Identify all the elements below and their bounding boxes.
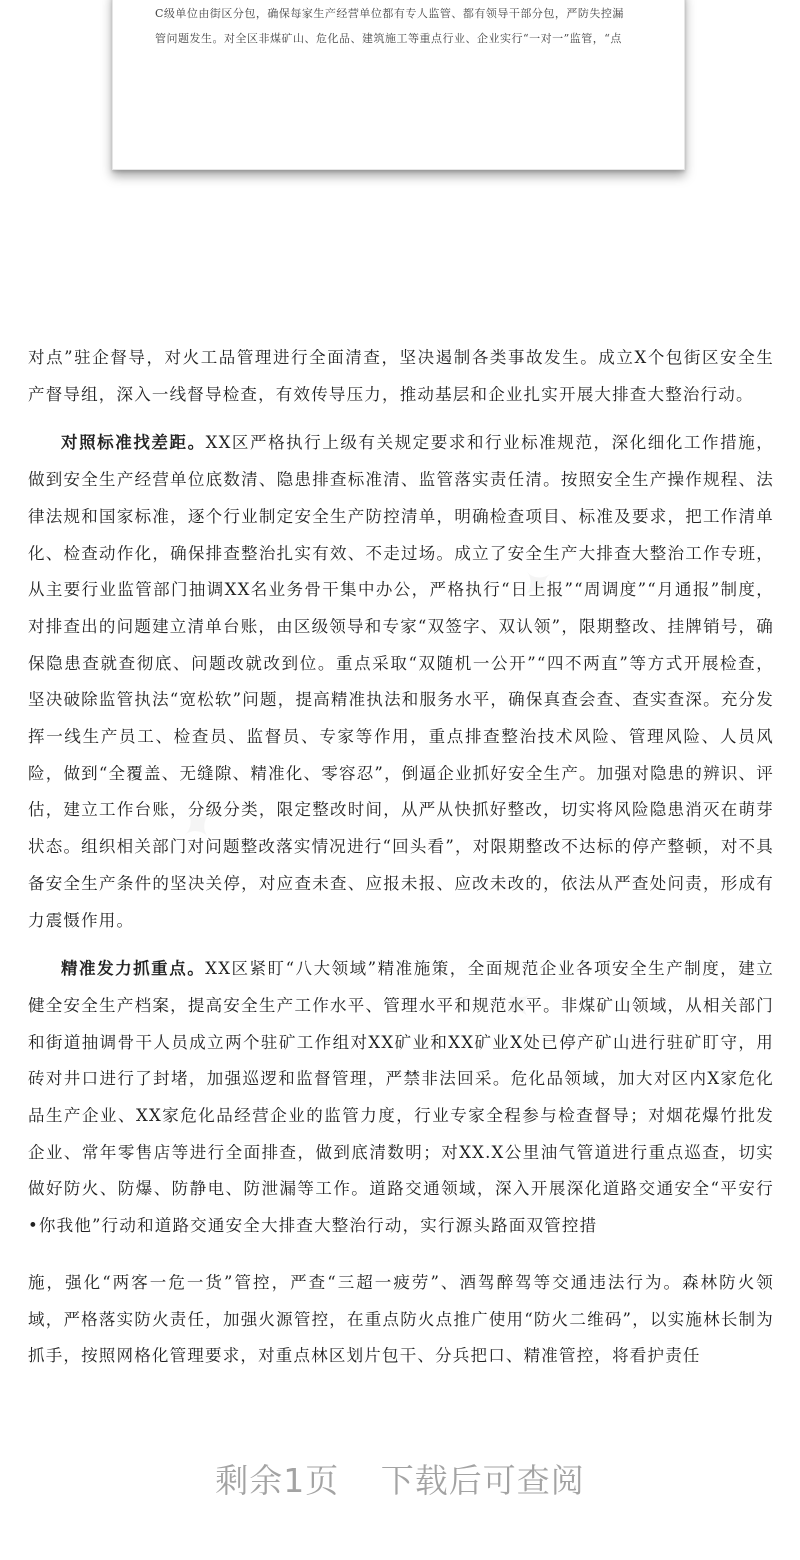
- paragraph-3: [28, 951, 774, 1245]
- remaining-pages-label[interactable]: 剩余1页: [215, 1461, 340, 1500]
- preview-line-2: 管问题发生。对全区非煤矿山、危化品、建筑施工等重点行业、企业实行“一对一”监管，“点: [155, 32, 622, 45]
- paragraph-2-heading: 对照标准找差距。: [61, 433, 206, 453]
- paragraph-3-heading: 精准发力抓重点。: [61, 959, 206, 979]
- paragraph-2: [28, 425, 774, 939]
- document-body: [28, 340, 774, 1387]
- preview-text: [155, 1, 655, 51]
- download-to-view-label[interactable]: 下载后可查阅: [380, 1461, 585, 1500]
- paragraph-1: 对点”驻企督导，对火工品管理进行全面清查，坚决遏制各类事故发生。成立X个包街区安全生产督导组，深入一线督导检查，有效传导压力，推动基层和企业扎实开展大排查大整治行动。: [28, 348, 774, 404]
- preview-page-card: [112, 0, 685, 170]
- paragraph-3-body: XX区紧盯“八大领域”精准施策，全面规范企业各项安全生产制度，建立健全安全生产档案，提高安全生产工作水平、管理水平和规范水平。非煤矿山领域，从相关部门和街道抽调骨干人员成立两个驻矿工作组对XX矿业和XX矿业X处已停产矿山进行驻矿盯守，用砖对井口进行了封堵，加强巡逻和监督管理，严禁非法回采。危化品领域，加大对区内X家危化品生产企业、XX家危化品经营企业的监管力度，行业专家全程参与检查督导；对烟花爆竹批发企业、常年零售店等进行全面排查，做到底清数明；对XX.X公里油气管道进行重点巡查，切实做好防火、防爆、防静电、防泄漏等工作。道路交通领域，深入开展深化道路交通安全“平安行•你我他”行动和道路交通安全大排查大整治行动，实行源头路面双管控措: [28, 959, 775, 1236]
- preview-line-1: C级单位由街区分包，确保每家生产经营单位都有专人监管、都有领导干部分包，严防失控漏: [155, 7, 624, 20]
- paragraph-2-body: XX区严格执行上级有关规定要求和行业标准规范，深化细化工作措施，做到安全生产经营单位底数清、隐患排查标准清、监管落实责任清。按照安全生产操作规程、法律法规和国家标准，逐个行业制定安全生产防控清单，明确检查项目、标准及要求，把工作清单化、检查动作化，确保排查整治扎实有效、不走过场。成立了安全生产大排查大整治工作专班，从主要行业监管部门抽调XX名业务骨干集中办公，严格执行“日上报”“周调度”“月通报”制度，对排查出的问题建立清单台账，由区级领导和专家“双签字、双认领”，限期整改、挂牌销号，确保隐患查就查彻底、问题改就改到位。重点采取“双随机一公开”“四不两直”等方式开展检查，坚决破除监管执法“宽松软”问题，提高精准执法和服务水平，确保真查会查、查实查深。充分发挥一线生产员工、检查员、监督员、专家等作用，重点排查整治技术风险、管理风险、人员风险，做到“全覆盖、无缝隙、精准化、零容忍”，倒逼企业抓好安全生产。加强对隐患的辨识、评估，建立工作台账，分级分类，限定整改时间，从严从快抓好整改，切实将风险隐患消灭在萌芽状态。组织相关部门对问题整改落实情况进行“回头看”，对限期整改不达标的停产整顿，对不具备安全生产条件的坚决关停，对应查未查、应报未报、应改未改的，依法从严查处问责，形成有力震慑作用。: [28, 433, 774, 930]
- download-prompt[interactable]: [0, 1455, 800, 1502]
- paragraph-4: 施，强化“两客一危一货”管控，严查“三超一疲劳”、酒驾醉驾等交通违法行为。森林防火领域，严格落实防火责任，加强火源管控，在重点防火点推广使用“防火二维码”，以实施林长制为抓手，按照网格化管理要求，对重点林区划片包干、分兵把口、精准管控，将看护责任: [28, 1272, 774, 1366]
